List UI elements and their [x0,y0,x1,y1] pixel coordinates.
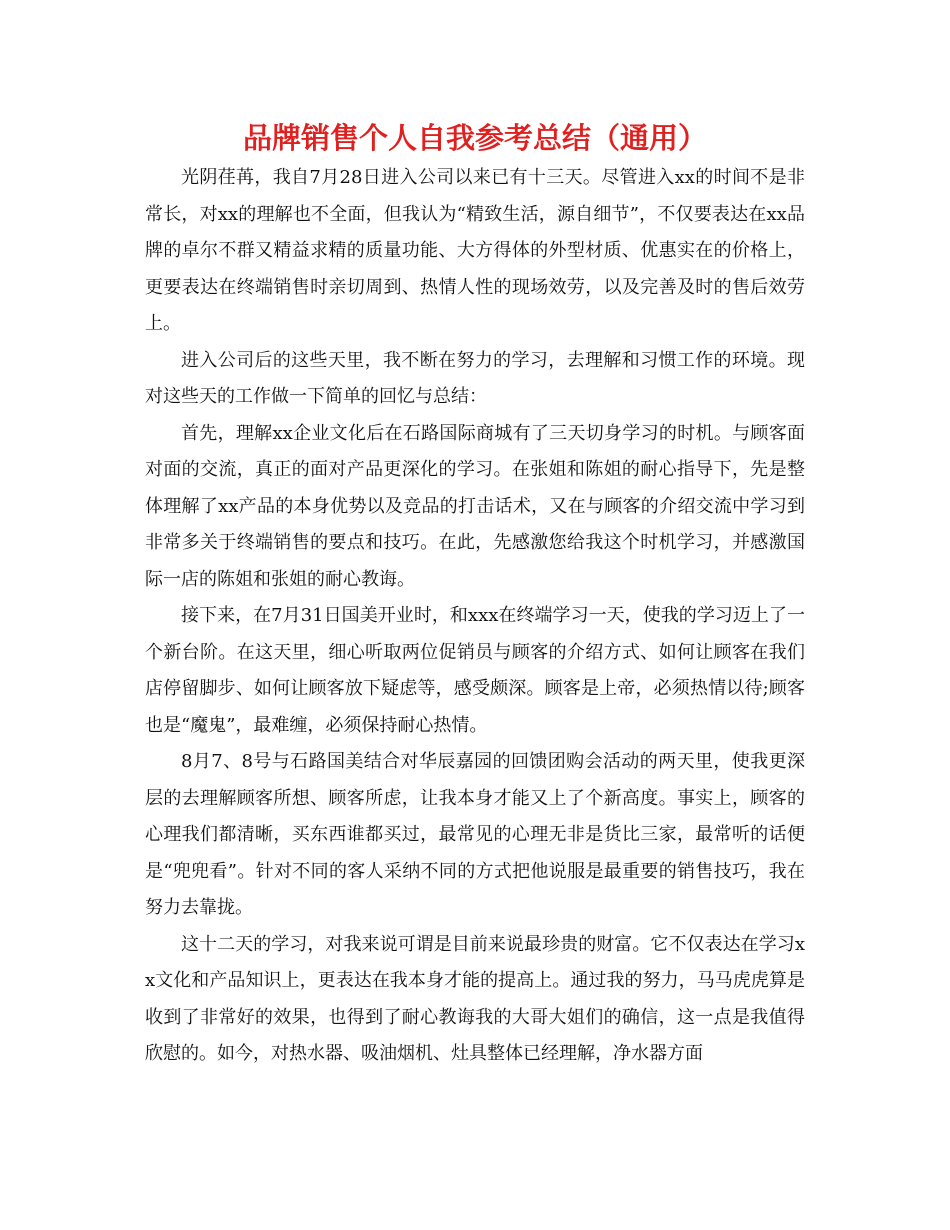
paragraph: 光阴荏苒，我自7月28日进入公司以来已有十三天。尽管进入xx的时间不是非常长，对xx的理解也不全面，但我认为“精致生活，源自细节”，不仅要表达在xx品牌的卓尔不群又精益求精的质量功能、大方得体的外型材质、优惠实在的价格上，更要表达在终端销售时亲切周到、热情人性的现场效劳，以及完善及时的售后效劳上。 [145,167,805,334]
paragraph: 接下来，在7月31日国美开业时，和xxx在终端学习一天，使我的学习迈上了一个新台阶。在这天里，细心听取两位促销员与顾客的介绍方式、如何让顾客在我们店停留脚步、如何让顾客放下疑虑等，感受颇深。顾客是上帝，必须热情以待;顾客也是“魔鬼”，最难缠，必须保持耐心热情。 [145,605,805,736]
paragraph: 进入公司后的这些天里，我不断在努力的学习，去理解和习惯工作的环境。现对这些天的工作做一下简单的回忆与总结： [145,349,805,407]
paragraph: 8月7、8号与石路国美结合对华辰嘉园的回馈团购会活动的两天里，使我更深层的去理解顾客所想、顾客所虑，让我本身才能又上了个新高度。事实上，顾客的心理我们都清晰，买东西谁都买过，最常见的心理无非是货比三家，最常听的话便是“兜兜看”。针对不同的客人采纳不同的方式把他说服是最重要的销售技巧，我在努力去靠拢。 [145,751,805,918]
paragraph: 首先，理解xx企业文化后在石路国际商城有了三天切身学习的时机。与顾客面对面的交流，真正的面对产品更深化的学习。在张姐和陈姐的耐心指导下，先是整体理解了xx产品的本身优势以及竞品的打击话术，又在与顾客的介绍交流中学习到非常多关于终端销售的要点和技巧。在此，先感激您给我这个时机学习，并感激国际一店的陈姐和张姐的耐心教诲。 [145,422,805,590]
document-body [145,160,805,1073]
document-title: 品牌销售个人自我参考总结（通用） [242,121,707,155]
paragraph: 这十二天的学习，对我来说可谓是目前来说最珍贵的财富。它不仅表达在学习xx文化和产品知识上，更表达在我本身才能的提高上。通过我的努力，马马虎虎算是收到了非常好的效果，也得到了耐心教诲我的大哥大姐们的确信，这一点是我值得欣慰的。如今，对热水器、吸油烟机、灶具整体已经理解，净水器方面 [145,933,805,1064]
